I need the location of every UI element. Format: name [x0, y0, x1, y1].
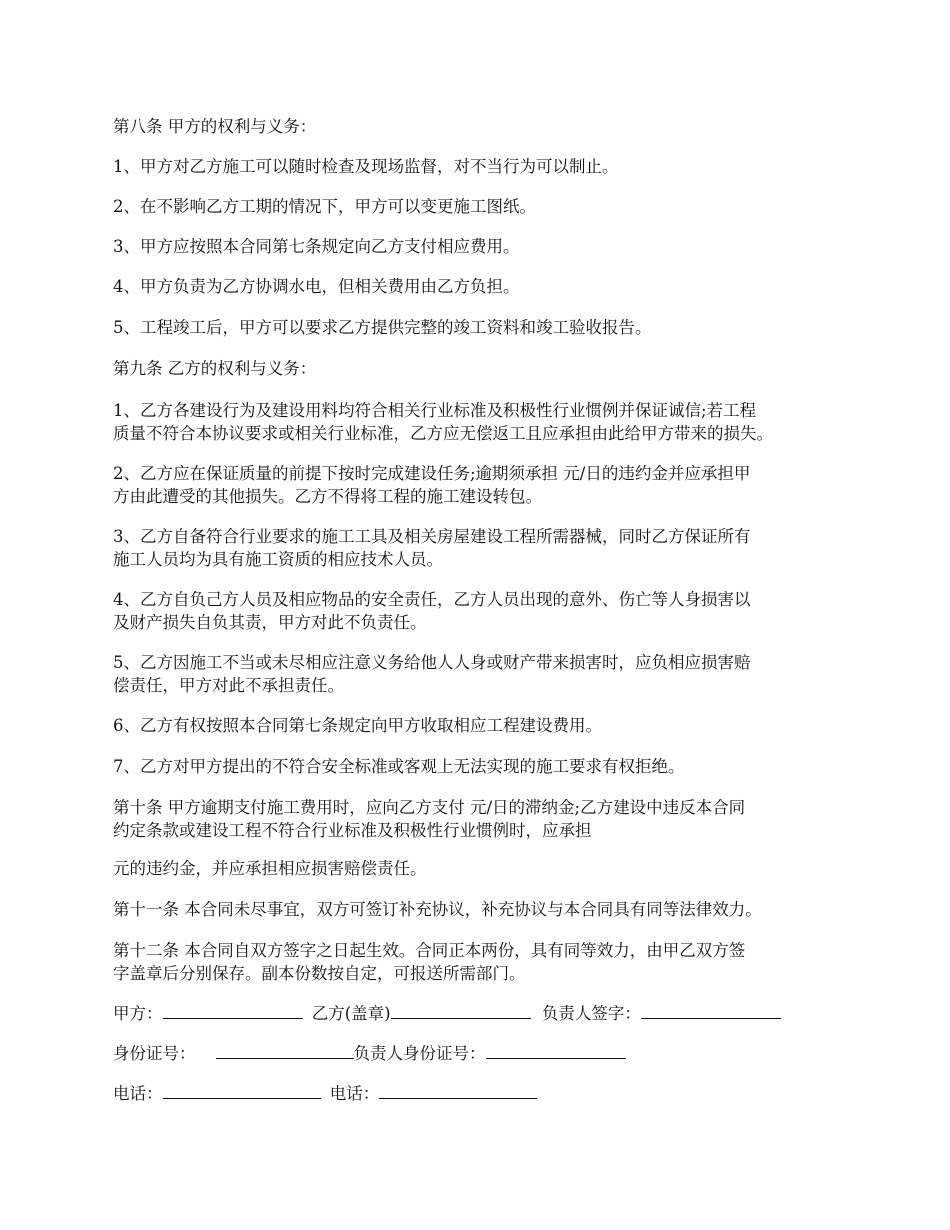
- article-8-item-2: 2、在不影响乙方工期的情况下，甲方可以变更施工图纸。: [113, 197, 536, 216]
- article-9-item-7: 7、乙方对甲方提出的不符合安全标准或客观上无法实现的施工要求有权拒绝。: [113, 757, 685, 776]
- article-10-line-2: 约定条款或建设工程不符合行业标准及积极性行业惯例时，应承担: [113, 821, 592, 840]
- article-8-item-1: 1、甲方对乙方施工可以随时检查及现场监督，对不当行为可以制止。: [113, 157, 619, 176]
- responsible-id-blank[interactable]: [486, 1043, 626, 1059]
- phone-blank-1[interactable]: [163, 1083, 321, 1099]
- article-8-item-5: 5、工程竣工后，甲方可以要求乙方提供完整的竣工资料和竣工验收报告。: [113, 318, 652, 337]
- signature-row-1: [113, 1002, 781, 1026]
- article-9-item-2-line-2: 方由此遭受的其他损失。乙方不得将工程的施工建设转包。: [113, 487, 542, 506]
- article-9-item-6: 6、乙方有权按照本合同第七条规定向甲方收取相应工程建设费用。: [113, 716, 602, 735]
- party-b-label: 乙方(盖章): [311, 1004, 391, 1023]
- article-11: 第十一条 本合同未尽事宜，双方可签订补充协议，补充协议与本合同具有同等法律效力。: [113, 900, 762, 919]
- article-9-item-3-line-1: 3、乙方自备符合行业要求的施工工具及相关房屋建设工程所需器械，同时乙方保证所有: [113, 527, 751, 546]
- article-9-title: 第九条 乙方的权利与义务：: [113, 359, 317, 378]
- phone-label-2: 电话：: [329, 1084, 380, 1103]
- responsible-sign-label: 负责人签字：: [541, 1004, 641, 1023]
- article-8-item-4: 4、甲方负责为乙方协调水电，但相关费用由乙方负担。: [113, 277, 520, 296]
- phone-label-1: 电话：: [113, 1084, 163, 1103]
- article-8-title: 第八条 甲方的权利与义务：: [113, 117, 317, 136]
- article-10-continuation: 元的违约金，并应承担相应损害赔偿责任。: [113, 859, 427, 878]
- article-8-item-3: 3、甲方应按照本合同第七条规定向乙方支付相应费用。: [113, 237, 520, 256]
- article-9-item-5-line-2: 偿责任，甲方对此不承担责任。: [113, 676, 344, 695]
- article-9-item-2-line-1: 2、乙方应在保证质量的前提下按时完成建设任务;逾期须承担 元/日的违约金并应承担甲: [113, 464, 751, 483]
- phone-blank-2[interactable]: [379, 1083, 537, 1099]
- article-9-item-4-line-2: 及财产损失自负其责，甲方对此不负责任。: [113, 613, 427, 632]
- article-9-item-1-line-2: 质量不符合本协议要求或相关行业标准，乙方应无偿返工且应承担由此给甲方带来的损失。: [113, 424, 773, 443]
- id-number-blank[interactable]: [216, 1043, 354, 1059]
- article-9-item-4-line-1: 4、乙方自负己方人员及相应物品的安全责任，乙方人员出现的意外、伤亡等人身损害以: [113, 590, 751, 609]
- party-a-label: 甲方：: [113, 1004, 163, 1023]
- article-9-item-1-line-1: 1、乙方各建设行为及建设用料均符合相关行业标准及积极性行业惯例并保证诚信;若工程: [113, 401, 757, 420]
- article-9-item-3-line-2: 施工人员均为具有施工资质的相应技术人员。: [113, 550, 443, 569]
- article-12-line-2: 字盖章后分别保存。副本份数按自定，可报送所需部门。: [113, 964, 526, 983]
- responsible-id-label: 负责人身份证号：: [353, 1044, 486, 1063]
- article-12-line-1: 第十二条 本合同自双方签字之日起生效。合同正本两份，具有同等效力，由甲乙双方签: [113, 941, 746, 960]
- id-number-label: 身份证号：: [113, 1044, 196, 1063]
- responsible-sign-blank[interactable]: [641, 1003, 781, 1019]
- signature-row-3: [113, 1082, 537, 1106]
- party-a-blank[interactable]: [163, 1003, 303, 1019]
- article-10-line-1: 第十条 甲方逾期支付施工费用时，应向乙方支付 元/日的滞纳金;乙方建设中违反本合同: [113, 798, 746, 817]
- article-9-item-5-line-1: 5、乙方因施工不当或未尽相应注意义务给他人人身或财产带来损害时，应负相应损害赔: [113, 653, 751, 672]
- party-b-blank[interactable]: [391, 1003, 531, 1019]
- signature-row-2: [113, 1042, 626, 1066]
